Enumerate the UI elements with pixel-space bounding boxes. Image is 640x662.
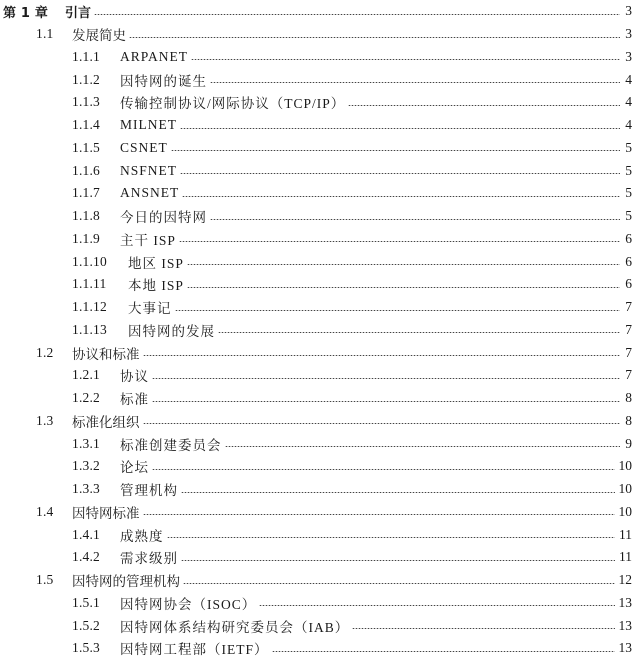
entry-title: 传输控制协议/网际协议（TCP/IP）	[120, 96, 346, 112]
entry-page-number: 12	[618, 572, 632, 588]
toc-chapter-entry[interactable]	[0, 0, 640, 23]
entry-number: 1.2.2	[72, 390, 100, 406]
entry-title: 协议	[120, 369, 149, 385]
entry-title: 主干 ISP	[120, 232, 176, 248]
entry-page-number: 6	[625, 276, 632, 292]
entry-number: 1.1.8	[72, 208, 100, 224]
entry-number: 1.1	[36, 26, 54, 42]
entry-number: 1.3	[36, 412, 54, 428]
entry-page-number: 7	[625, 344, 632, 360]
dot-leader	[94, 14, 620, 15]
dot-leader	[129, 37, 620, 38]
dot-leader	[218, 332, 620, 333]
entry-number: 1.3.3	[72, 481, 100, 497]
entry-title: CSNET	[120, 139, 168, 155]
entry-page-number: 4	[625, 71, 632, 87]
entry-page-number: 13	[618, 640, 632, 656]
entry-page-number: 11	[619, 549, 632, 565]
entry-page-number: 7	[625, 299, 632, 315]
entry-number: 1.5.3	[72, 640, 100, 656]
dot-leader	[272, 651, 615, 652]
toc-subsection-entry[interactable]	[0, 614, 640, 637]
toc-subsection-entry[interactable]	[0, 182, 640, 205]
entry-number: 1.5	[36, 572, 54, 588]
toc-subsection-entry[interactable]	[0, 159, 640, 182]
entry-number: 1.3.2	[72, 458, 100, 474]
entry-number: 1.4.1	[72, 526, 100, 542]
toc-subsection-entry[interactable]	[0, 205, 640, 228]
entry-title: 因特网的管理机构	[72, 574, 180, 590]
toc-subsection-entry[interactable]	[0, 455, 640, 478]
dot-leader	[352, 628, 614, 629]
entry-page-number: 3	[625, 48, 632, 64]
dot-leader	[348, 105, 620, 106]
entry-title: 标准创建委员会	[120, 437, 222, 453]
entry-number: 1.4.2	[72, 549, 100, 565]
entry-number: 1.1.11	[72, 276, 107, 292]
entry-number: 1.2.1	[72, 367, 100, 383]
entry-page-number: 3	[625, 26, 632, 42]
entry-page-number: 5	[625, 208, 632, 224]
entry-number: 1.1.5	[72, 139, 100, 155]
entry-page-number: 8	[625, 390, 632, 406]
entry-page-number: 4	[625, 94, 632, 110]
entry-page-number: 5	[625, 139, 632, 155]
entry-page-number: 10	[618, 458, 632, 474]
dot-leader	[152, 378, 620, 379]
dot-leader	[180, 128, 620, 129]
entry-title: 因特网协会（ISOC）	[120, 596, 257, 612]
dot-leader	[259, 605, 614, 606]
entry-number: 1.3.1	[72, 435, 100, 451]
dot-leader	[179, 241, 620, 242]
toc-section-entry[interactable]	[0, 569, 640, 592]
toc-subsection-entry[interactable]	[0, 478, 640, 501]
toc-subsection-entry[interactable]	[0, 296, 640, 319]
entry-title: 大事记	[128, 301, 172, 317]
toc-subsection-entry[interactable]	[0, 114, 640, 137]
entry-page-number: 6	[625, 253, 632, 269]
entry-title: 管理机构	[120, 483, 178, 499]
entry-title: 标准化组织	[72, 414, 140, 430]
toc-subsection-entry[interactable]	[0, 592, 640, 615]
entry-title: 地区 ISP	[128, 255, 184, 271]
dot-leader	[152, 401, 620, 402]
entry-page-number: 7	[625, 367, 632, 383]
entry-number: 1.1.12	[72, 299, 107, 315]
entry-title: MILNET	[120, 117, 177, 133]
dot-leader	[143, 423, 621, 424]
dot-leader	[181, 560, 615, 561]
toc-subsection-entry[interactable]	[0, 432, 640, 455]
dot-leader	[143, 514, 615, 515]
toc-subsection-entry[interactable]	[0, 273, 640, 296]
entry-page-number: 5	[625, 185, 632, 201]
dot-leader	[171, 150, 620, 151]
entry-number: 1.1.2	[72, 71, 100, 87]
dot-leader	[210, 219, 620, 220]
entry-title: 发展简史	[72, 28, 126, 44]
entry-number: 1.2	[36, 344, 54, 360]
dot-leader	[187, 287, 620, 288]
entry-page-number: 6	[625, 230, 632, 246]
entry-title: 因特网的发展	[128, 323, 215, 339]
dot-leader	[183, 583, 615, 584]
toc-subsection-entry[interactable]	[0, 364, 640, 387]
entry-page-number: 13	[618, 617, 632, 633]
toc-subsection-entry[interactable]	[0, 250, 640, 273]
dot-leader	[187, 264, 620, 265]
entry-number: 1.1.1	[72, 48, 100, 64]
entry-number: 1.1.13	[72, 321, 107, 337]
toc-section-entry[interactable]	[0, 410, 640, 433]
dot-leader	[191, 59, 620, 60]
entry-number: 第 1 章	[3, 5, 49, 21]
entry-title: 本地 ISP	[128, 278, 184, 294]
entry-page-number: 10	[618, 481, 632, 497]
toc-subsection-entry[interactable]	[0, 523, 640, 546]
entry-number: 1.1.9	[72, 230, 100, 246]
toc-subsection-entry[interactable]	[0, 387, 640, 410]
entry-number: 1.1.10	[72, 253, 107, 269]
entry-title: 因特网工程部（IETF）	[120, 642, 269, 658]
entry-number: 1.1.7	[72, 185, 100, 201]
toc-subsection-entry[interactable]	[0, 68, 640, 91]
entry-title: 协议和标准	[72, 346, 140, 362]
entry-title: 成熟度	[120, 528, 164, 544]
toc-section-entry[interactable]	[0, 501, 640, 524]
entry-number: 1.5.2	[72, 617, 100, 633]
dot-leader	[181, 492, 615, 493]
entry-page-number: 13	[618, 594, 632, 610]
dot-leader	[225, 446, 621, 447]
entry-title: 论坛	[120, 460, 149, 476]
dot-leader	[210, 82, 620, 83]
entry-page-number: 7	[625, 321, 632, 337]
entry-number: 1.1.3	[72, 94, 100, 110]
toc-subsection-entry[interactable]	[0, 228, 640, 251]
toc-subsection-entry[interactable]	[0, 637, 640, 660]
toc-section-entry[interactable]	[0, 341, 640, 364]
toc-subsection-entry[interactable]	[0, 137, 640, 160]
entry-page-number: 5	[625, 162, 632, 178]
toc-subsection-entry[interactable]	[0, 91, 640, 114]
toc-subsection-entry[interactable]	[0, 319, 640, 342]
entry-title: 需求级别	[120, 551, 178, 567]
dot-leader	[167, 537, 616, 538]
entry-title: 因特网体系结构研究委员会（IAB）	[120, 619, 350, 635]
entry-page-number: 11	[619, 526, 632, 542]
entry-title: 标准	[120, 392, 149, 408]
dot-leader	[180, 173, 620, 174]
dot-leader	[182, 196, 620, 197]
entry-page-number: 3	[625, 3, 632, 19]
entry-title: ANSNET	[120, 185, 180, 201]
entry-number: 1.4	[36, 503, 54, 519]
entry-page-number: 9	[625, 435, 632, 451]
entry-title: NSFNET	[120, 162, 178, 178]
dot-leader	[143, 355, 621, 356]
toc-subsection-entry[interactable]	[0, 46, 640, 69]
entry-title: 因特网的诞生	[120, 73, 207, 89]
entry-page-number: 4	[625, 117, 632, 133]
entry-number: 1.1.4	[72, 117, 100, 133]
toc-section-entry[interactable]	[0, 23, 640, 46]
dot-leader	[152, 469, 615, 470]
dot-leader	[175, 310, 621, 311]
entry-page-number: 10	[618, 503, 632, 519]
entry-page-number: 8	[625, 412, 632, 428]
entry-title: 引言	[65, 5, 92, 21]
entry-title: 今日的因特网	[120, 210, 207, 226]
toc-subsection-entry[interactable]	[0, 546, 640, 569]
entry-title: 因特网标准	[72, 505, 140, 521]
entry-number: 1.5.1	[72, 594, 100, 610]
entry-number: 1.1.6	[72, 162, 100, 178]
entry-title: ARPANET	[120, 48, 189, 64]
